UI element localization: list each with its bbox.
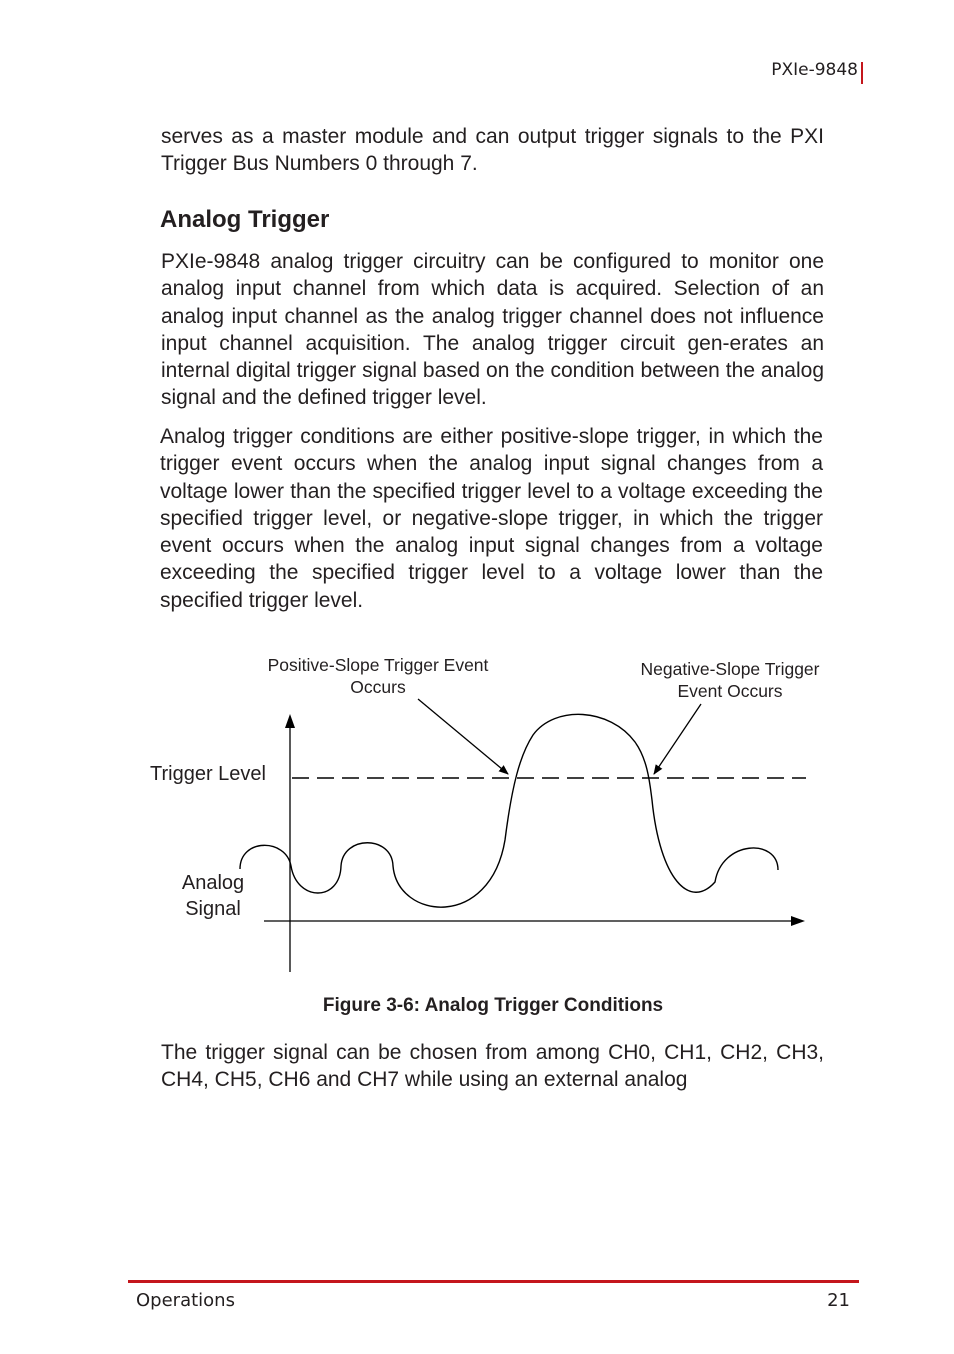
- figure-caption: Figure 3-6: Analog Trigger Conditions: [322, 995, 664, 1016]
- trigger-level-label: Trigger Level: [150, 763, 266, 785]
- footer-page-number: 21: [827, 1290, 850, 1311]
- body-paragraph-1: PXIe-9848 analog trigger circuitry can be configured to monitor one analog input channel from which data is acquired. Selection of an analog input channel as the analog trigger channel does not influence input channel acquisition. The analog trigger circuit gen-erates an internal digital trigger signal based on the condition between the analog signal and the defined trigger level.: [161, 250, 824, 410]
- analog-signal-label-line1: Analog: [181, 872, 245, 894]
- positive-slope-label-line2: Occurs: [350, 677, 406, 697]
- negative-slope-label-line2: Event Occurs: [677, 681, 783, 701]
- analog-signal-wave: [240, 714, 778, 907]
- negative-slope-pointer: [654, 704, 701, 774]
- footer-rule: [128, 1280, 859, 1283]
- closing-paragraph: The trigger signal can be chosen from among CH0, CH1, CH2, CH3, CH4, CH5, CH6 and CH7 while using an external analog: [161, 1041, 824, 1092]
- y-axis-arrow-icon: [285, 714, 295, 728]
- footer-section-name: Operations: [136, 1290, 235, 1311]
- section-heading: Analog Trigger: [160, 206, 330, 233]
- analog-signal-label-line2: Signal: [185, 898, 241, 920]
- intro-paragraph: serves as a master module and can output trigger signals to the PXI Trigger Bus Numbers 0 through 7.: [161, 125, 824, 176]
- negative-slope-label-line1: Negative-Slope Trigger: [640, 659, 820, 679]
- positive-slope-pointer: [418, 699, 508, 774]
- positive-slope-label-line1: Positive-Slope Trigger Event: [267, 655, 489, 675]
- body-paragraph-2: Analog trigger conditions are either positive-slope trigger, in which the trigger event occurs when the analog input signal changes from a voltage lower than the specified trigger level to a voltage exceeding the specified trigger level, or negative-slope trigger, in which the trigger event occurs when the analog input signal changes from a voltage exceeding the specified trigger level to a voltage lower than the specified trigger level.: [160, 425, 823, 612]
- x-axis-arrow-icon: [791, 916, 805, 926]
- running-header-model: PXIe-9848: [771, 60, 858, 80]
